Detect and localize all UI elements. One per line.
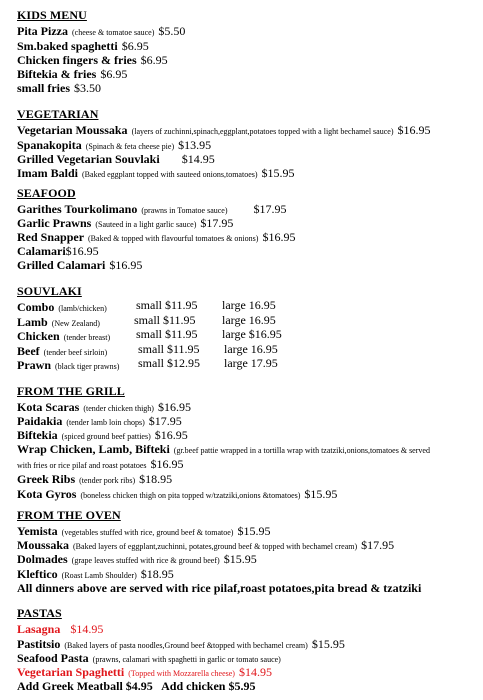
small-price: small $11.95 bbox=[136, 327, 198, 341]
menu-item: Pastitsio (Baked layers of pasta noodles,Ground beef &topped with bechamel cream) $15.95 bbox=[17, 637, 345, 651]
large-price: large 16.95 bbox=[222, 298, 276, 312]
menu-item: Pita Pizza (cheese & tomatoe sauce) $5.50 bbox=[17, 24, 186, 38]
menu-item: Wrap Chicken, Lamb, Bifteki (gr.beef pattie wrapped in a tortilla wrap with tzatziki,onions,tomatoes & served bbox=[17, 442, 430, 456]
menu-item: Grilled Vegetarian Souvlaki $14.95 bbox=[17, 152, 215, 166]
menu-item: Kota Scaras (tender chicken thigh) $16.95 bbox=[17, 400, 191, 414]
menu-item: Biftekia (spiced ground beef patties) $16.95 bbox=[17, 428, 188, 442]
menu-item: Chicken fingers & fries $6.95 bbox=[17, 53, 168, 67]
large-price: large 17.95 bbox=[224, 356, 278, 370]
small-price: small $11.95 bbox=[138, 342, 200, 356]
souvlaki-row: Beef (tender beef sirloin) bbox=[17, 344, 108, 358]
menu-item: Moussaka (Baked layers of eggplant,zuchinni, potates,ground beef & topped with bechamel cream) $17.95 bbox=[17, 538, 395, 552]
menu-item: Kota Gyros (boneless chicken thigh on pita topped w/tzatziki,onions &tomatoes) $15.95 bbox=[17, 487, 338, 501]
souvlaki-row: Combo (lamb/chicken) bbox=[17, 300, 107, 314]
menu-item: small fries $3.50 bbox=[17, 81, 101, 95]
souvlaki-title: SOUVLAKI bbox=[17, 284, 82, 298]
grill-title: FROM THE GRILL bbox=[17, 384, 125, 398]
menu-item: Sm.baked spaghetti $6.95 bbox=[17, 39, 149, 53]
menu-item: Yemista (vegetables stuffed with rice, ground beef & tomatoe) $15.95 bbox=[17, 524, 271, 538]
menu-item: Kleftico (Roast Lamb Shoulder) $18.95 bbox=[17, 567, 174, 581]
menu-item: Imam Baldi (Baked eggplant topped with sauteed onions,tomatoes) $15.95 bbox=[17, 166, 295, 180]
menu-item: Greek Ribs (tender pork ribs) $18.95 bbox=[17, 472, 173, 486]
small-price: small $12.95 bbox=[138, 356, 200, 370]
menu-item: Lasagna $14.95 bbox=[17, 622, 104, 636]
menu-item: Red Snapper (Baked & topped with flavourful tomatoes & onions) $16.95 bbox=[17, 230, 296, 244]
dinners-note: All dinners above are served with rice pilaf,roast potatoes,pita bread & tzatziki bbox=[17, 581, 422, 595]
menu-item-continued: with fries or rice pilaf and roast potatoes $16.95 bbox=[17, 457, 184, 471]
menu-item: Seafood Pasta (prawns, calamari with spaghetti in garlic or tomato sauce) bbox=[17, 651, 281, 665]
souvlaki-row: Prawn (black tiger prawns) bbox=[17, 358, 120, 372]
pasta-addons: Add Greek Meatball $4.95 Add chicken $5.95 bbox=[17, 679, 256, 693]
small-price: small $11.95 bbox=[136, 298, 198, 312]
menu-item: Biftekia & fries $6.95 bbox=[17, 67, 128, 81]
large-price: large 16.95 bbox=[224, 342, 278, 356]
pastas-title: PASTAS bbox=[17, 606, 62, 620]
oven-title: FROM THE OVEN bbox=[17, 508, 121, 522]
small-price: small $11.95 bbox=[134, 313, 196, 327]
menu-item: Garithes Tourkolimano (prawns in Tomatoe sauce) $17.95 bbox=[17, 202, 287, 216]
menu-item: Vegetarian Spaghetti (Topped with Mozzarella cheese) $14.95 bbox=[17, 665, 272, 679]
vegetarian-title: VEGETARIAN bbox=[17, 107, 99, 121]
souvlaki-row: Lamb (New Zealand) bbox=[17, 315, 100, 329]
menu-item: Dolmades (grape leaves stuffed with rice & ground beef) $15.95 bbox=[17, 552, 257, 566]
large-price: large 16.95 bbox=[222, 313, 276, 327]
menu-item: Grilled Calamari $16.95 bbox=[17, 258, 143, 272]
souvlaki-row: Chicken (tender breast) bbox=[17, 329, 111, 343]
menu-item: Garlic Prawns (Sauteed in a light garlic sauce) $17.95 bbox=[17, 216, 234, 230]
menu-item: Spanakopita (Spinach & feta cheese pie) $13.95 bbox=[17, 138, 212, 152]
seafood-title: SEAFOOD bbox=[17, 186, 76, 200]
menu-item: Paidakia (tender lamb loin chops) $17.95 bbox=[17, 414, 182, 428]
kids-menu-title: KIDS MENU bbox=[17, 8, 87, 22]
menu-item: Calamari$16.95 bbox=[17, 244, 99, 258]
large-price: large $16.95 bbox=[222, 327, 282, 341]
menu-item: Vegetarian Moussaka (layers of zuchinni,spinach,eggplant,potatoes topped with a light bechamel sauce) $16.95 bbox=[17, 123, 431, 137]
